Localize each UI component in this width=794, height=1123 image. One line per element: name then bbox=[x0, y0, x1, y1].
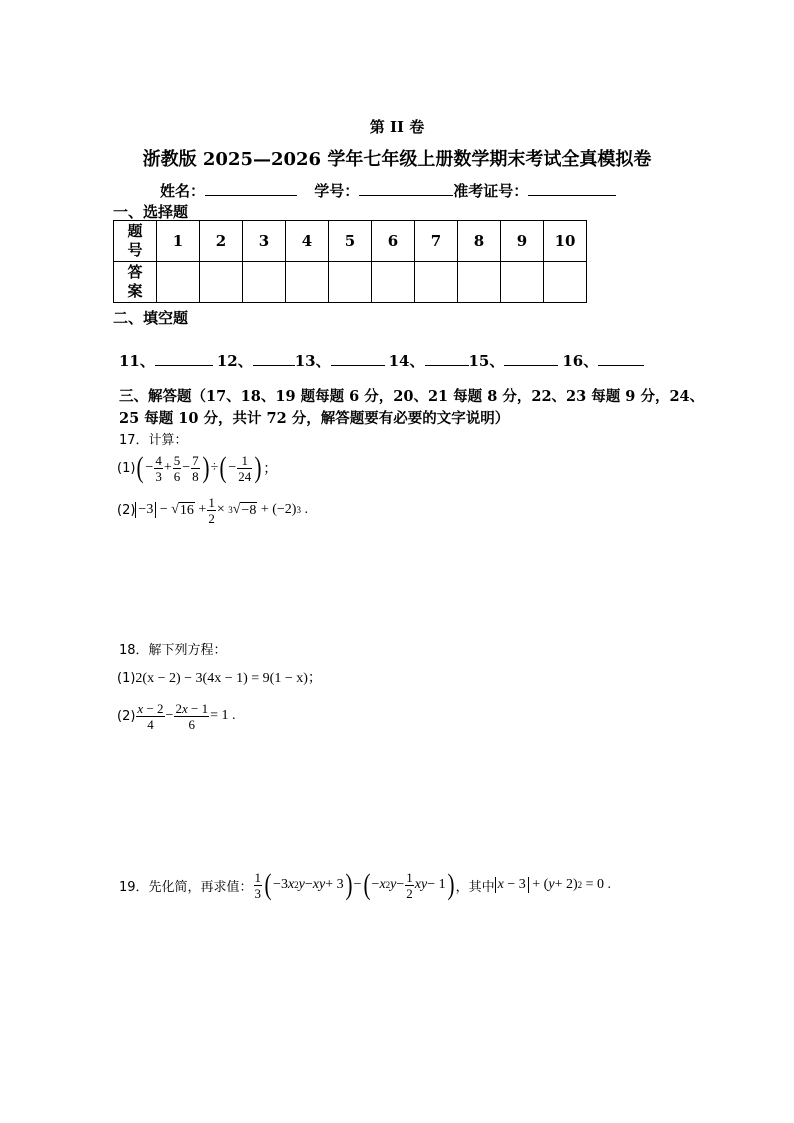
answer-cell[interactable] bbox=[415, 262, 458, 303]
part-number: (2) bbox=[117, 502, 136, 518]
part-number: (1) bbox=[117, 460, 136, 476]
question-number-row bbox=[114, 221, 587, 262]
fill-blank[interactable] bbox=[504, 351, 558, 366]
q17-label: 17．计算： bbox=[119, 433, 188, 448]
blank-label: 11、 bbox=[119, 352, 155, 370]
exam-id-label: 准考证号： bbox=[453, 182, 529, 200]
id-label: 学号： bbox=[314, 182, 360, 200]
question-number: 4 bbox=[286, 221, 329, 262]
row-label-answer: 答案 bbox=[114, 262, 157, 303]
fill-blanks-line bbox=[119, 350, 644, 371]
question-number: 5 bbox=[329, 221, 372, 262]
blank-label: 15、 bbox=[468, 352, 505, 370]
section-3-title: 三、解答题（17、18、19 题每题 6 分，20、21 每题 8 分，22、23 每题 9 分，24、 bbox=[119, 388, 705, 405]
blank-label: 14、 bbox=[388, 352, 425, 370]
q17-part2: (2) −3 − √ 16 + $\frac{1}{2}$ × 3 √ −8 + (−2) 3 . bbox=[117, 494, 308, 526]
answer-cell[interactable] bbox=[458, 262, 501, 303]
answer-row bbox=[114, 262, 587, 303]
question-number: 7 bbox=[415, 221, 458, 262]
fill-blank[interactable] bbox=[253, 351, 295, 366]
name-label: 姓名： bbox=[160, 182, 206, 200]
answer-cell[interactable] bbox=[501, 262, 544, 303]
question-number: 6 bbox=[372, 221, 415, 262]
fill-blank[interactable] bbox=[155, 351, 213, 366]
exam-title: 浙教版 2025—2026 学年七年级上册数学期末考试全真模拟卷 bbox=[142, 149, 652, 170]
student-info-line bbox=[160, 180, 628, 201]
q17-part1: (1) ( − $\frac{4}{3}$ + $\frac{5}{6}$ − $\frac{7}{8}$ ) ÷ ( − $\frac{1}{24}$ ) ； bbox=[117, 451, 278, 484]
part-label: 第 II 卷 bbox=[369, 118, 425, 136]
q18-part2: (2) $\frac{x - 2}{4}$ − $\frac{2x - 1}{6}$ = 1 . bbox=[117, 700, 236, 732]
question-number: 10 bbox=[544, 221, 587, 262]
answer-cell[interactable] bbox=[243, 262, 286, 303]
section-1-title: 一、选择题 bbox=[113, 203, 189, 221]
fill-blank[interactable] bbox=[425, 351, 469, 366]
row-label-question: 题号 bbox=[114, 221, 157, 262]
question-number: 3 bbox=[243, 221, 286, 262]
section-2-title: 二、填空题 bbox=[113, 309, 189, 327]
question-number: 9 bbox=[501, 221, 544, 262]
part-number: (2) bbox=[117, 708, 136, 724]
fill-blank[interactable] bbox=[598, 351, 644, 366]
answer-cell[interactable] bbox=[372, 262, 415, 303]
question-number: 8 bbox=[458, 221, 501, 262]
name-blank[interactable] bbox=[205, 180, 297, 196]
id-blank[interactable] bbox=[359, 180, 453, 196]
answer-cell[interactable] bbox=[157, 262, 200, 303]
q18-part1-expression: 2(x − 2) − 3(4x − 1) = 9(1 − x)； bbox=[135, 671, 322, 686]
q19-where: ，其中 bbox=[455, 879, 495, 895]
fill-blank[interactable] bbox=[331, 351, 385, 366]
answer-table bbox=[113, 220, 587, 303]
part-number: (1) bbox=[117, 671, 136, 686]
q19-label: 19．先化简，再求值： bbox=[119, 879, 253, 895]
blank-label: 12、 bbox=[216, 352, 253, 370]
answer-cell[interactable] bbox=[329, 262, 372, 303]
section-3-title-cont: 25 每题 10 分，共计 72 分，解答题要有必要的文字说明） bbox=[119, 410, 510, 427]
question-number: 1 bbox=[157, 221, 200, 262]
q18-label: 18．解下列方程： bbox=[119, 643, 227, 658]
exam-id-blank[interactable] bbox=[528, 180, 616, 196]
answer-cell[interactable] bbox=[544, 262, 587, 303]
blank-label: 13、 bbox=[294, 352, 331, 370]
answer-cell[interactable] bbox=[200, 262, 243, 303]
blank-label: 16、 bbox=[562, 352, 599, 370]
q19: 19．先化简，再求值： $\frac{1}{3}$ ( −3 x 2 y − xy + 3 ) − ( − x 2 y − $\frac{1}{2}$ xy − 1 ) ，其中 x − 3 + ( y + 2) 2 = 0 . bbox=[119, 868, 612, 901]
question-number: 2 bbox=[200, 221, 243, 262]
q18-part1 bbox=[117, 667, 322, 687]
answer-cell[interactable] bbox=[286, 262, 329, 303]
